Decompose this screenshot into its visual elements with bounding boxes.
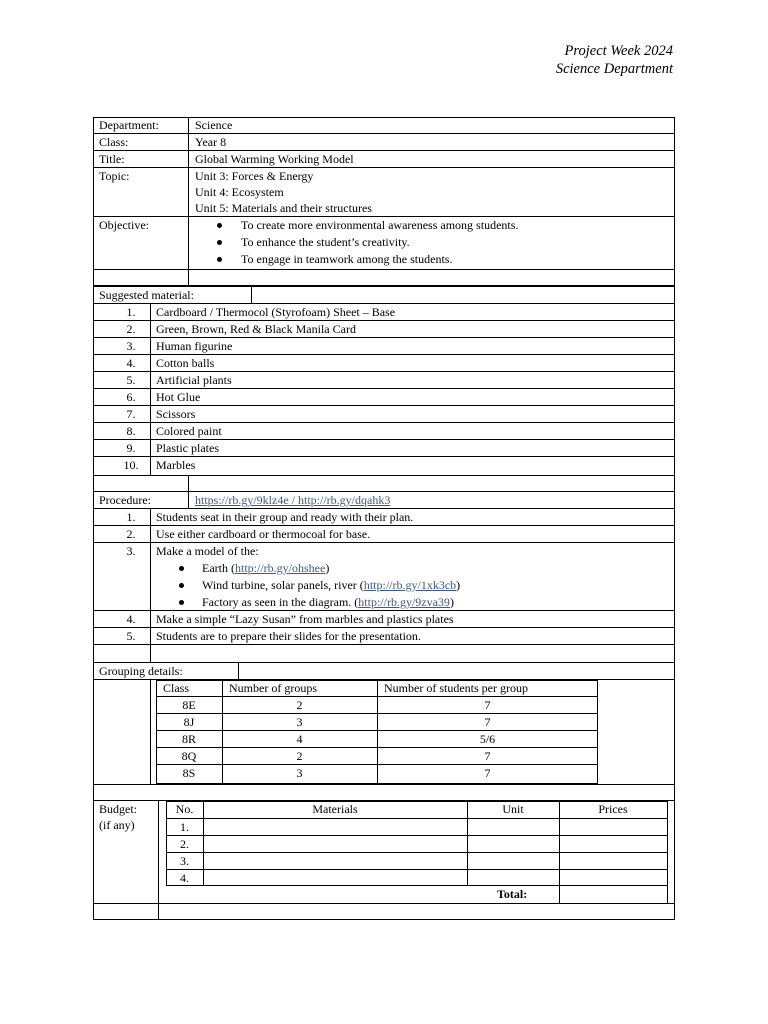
- topic-label: Topic:: [99, 169, 130, 183]
- material-no: 1.: [126, 305, 136, 319]
- grouping-label: Grouping details:: [99, 664, 183, 678]
- material-item: Marbles: [156, 458, 196, 472]
- title-label: Title:: [99, 152, 125, 166]
- budget-row-no: 4.: [180, 871, 189, 885]
- material-item: Green, Brown, Red & Black Manila Card: [156, 322, 356, 336]
- budget-if-any-label: (if any): [99, 818, 135, 832]
- material-no: 9.: [126, 441, 136, 455]
- bullet-icon: [217, 223, 222, 228]
- topic-item: Unit 4: Ecosystem: [195, 185, 284, 199]
- bullet-icon: [179, 566, 184, 571]
- bullet-icon: [179, 583, 184, 588]
- grouping-cell-students: 7: [484, 715, 491, 729]
- budget-total-label: Total:: [497, 887, 528, 901]
- grouping-cell-class: 8S: [182, 766, 196, 780]
- material-no: 3.: [126, 339, 136, 353]
- budget-header-materials: Materials: [312, 802, 358, 816]
- procedure-links: [195, 492, 390, 508]
- topic-item: Unit 3: Forces & Energy: [195, 169, 314, 183]
- material-item: Human figurine: [156, 339, 233, 353]
- material-item: Cotton balls: [156, 356, 215, 370]
- step-text: Make a model of the:: [156, 544, 259, 558]
- grouping-header-groups: Number of groups: [229, 681, 317, 695]
- grouping-cell-groups: 3: [296, 766, 303, 780]
- material-no: 7.: [126, 407, 136, 421]
- objective-label: Objective:: [99, 218, 149, 232]
- objective-item: To create more environmental awareness among students.: [241, 218, 519, 232]
- procedure-link-1[interactable]: https://rb.gy/9klz4e: [195, 493, 292, 507]
- step-no: 1.: [126, 510, 136, 524]
- material-item: Scissors: [156, 407, 196, 421]
- step-text: Students are to prepare their slides for the presentation.: [156, 629, 421, 643]
- budget-header-no: No.: [175, 802, 194, 816]
- grouping-cell-students: 7: [484, 766, 491, 780]
- class-label: Class:: [99, 135, 129, 149]
- objective-item: To enhance the student’s creativity.: [241, 235, 410, 249]
- procedure-link-2[interactable]: http://rb.gy/dqahk3: [298, 493, 391, 507]
- suggested-material-label: Suggested material:: [99, 288, 194, 302]
- earth-link[interactable]: http://rb.gy/ohshee: [234, 561, 326, 575]
- header-department: Science Department: [555, 61, 673, 77]
- budget-label: Budget:: [99, 802, 137, 816]
- department-label: Department:: [99, 118, 159, 132]
- grouping-cell-students: 7: [484, 698, 491, 712]
- material-item: Colored paint: [156, 424, 222, 438]
- department-value: Science: [195, 118, 233, 132]
- step-no: 5.: [126, 629, 136, 643]
- material-no: 10.: [123, 458, 139, 472]
- step-text: Students seat in their group and ready with their plan.: [156, 510, 414, 524]
- document-header: [556, 42, 673, 78]
- grouping-cell-groups: 3: [296, 715, 303, 729]
- procedure-label: Procedure:: [99, 493, 151, 507]
- title-value: Global Warming Working Model: [195, 152, 354, 166]
- topic-item: Unit 5: Materials and their structures: [195, 201, 372, 215]
- bullet-icon: [179, 600, 184, 605]
- grouping-cell-class: 8E: [182, 698, 196, 712]
- procedure-link-separator[interactable]: /: [291, 493, 298, 507]
- grouping-cell-students: 7: [484, 749, 491, 763]
- grouping-cell-groups: 2: [296, 749, 303, 763]
- grouping-cell-class: 8R: [181, 732, 196, 746]
- material-item: Plastic plates: [156, 441, 219, 455]
- step-no: 4.: [126, 612, 136, 626]
- budget-header-prices: Prices: [598, 802, 628, 816]
- step-no: 3.: [126, 544, 136, 558]
- grouping-cell-groups: 4: [296, 732, 303, 746]
- material-no: 2.: [126, 322, 136, 336]
- material-item: Hot Glue: [156, 390, 201, 404]
- budget-row-no: 2.: [180, 837, 189, 851]
- grouping-cell-class: 8J: [183, 715, 195, 729]
- material-item: Cardboard / Thermocol (Styrofoam) Sheet – Base: [156, 305, 396, 319]
- class-value: Year 8: [195, 135, 227, 149]
- model-subitem: Earth (http://rb.gy/ohshee): [202, 561, 330, 575]
- wind-turbine-link[interactable]: http://rb.gy/1xk3cb: [363, 578, 457, 592]
- budget-header-unit: Unit: [502, 802, 524, 816]
- header-project-week: Project Week 2024: [564, 43, 673, 59]
- grouping-cell-class: 8Q: [181, 749, 197, 763]
- grouping-header-class: Class: [163, 681, 190, 695]
- material-no: 4.: [126, 356, 136, 370]
- bullet-icon: [217, 240, 222, 245]
- material-no: 8.: [126, 424, 136, 438]
- step-no: 2.: [126, 527, 136, 541]
- bullet-icon: [217, 257, 222, 262]
- grouping-cell-students: 5/6: [479, 732, 496, 746]
- grouping-cell-groups: 2: [296, 698, 303, 712]
- material-item: Artificial plants: [156, 373, 232, 387]
- budget-row-no: 1.: [180, 820, 189, 834]
- step-text: Use either cardboard or thermocoal for base.: [156, 527, 371, 541]
- factory-link[interactable]: http://rb.gy/9zva39: [358, 595, 450, 609]
- budget-row-no: 3.: [180, 854, 189, 868]
- material-no: 6.: [126, 390, 136, 404]
- grouping-header-students: Number of students per group: [384, 681, 528, 695]
- objective-item: To engage in teamwork among the students.: [241, 252, 453, 266]
- step-text: Make a simple “Lazy Susan” from marbles and plastics plates: [156, 612, 454, 626]
- model-subitem: Wind turbine, solar panels, river (http://rb.gy/1xk3cb): [202, 578, 461, 592]
- material-no: 5.: [126, 373, 136, 387]
- model-subitem: Factory as seen in the diagram. (http://rb.gy/9zva39): [202, 595, 454, 609]
